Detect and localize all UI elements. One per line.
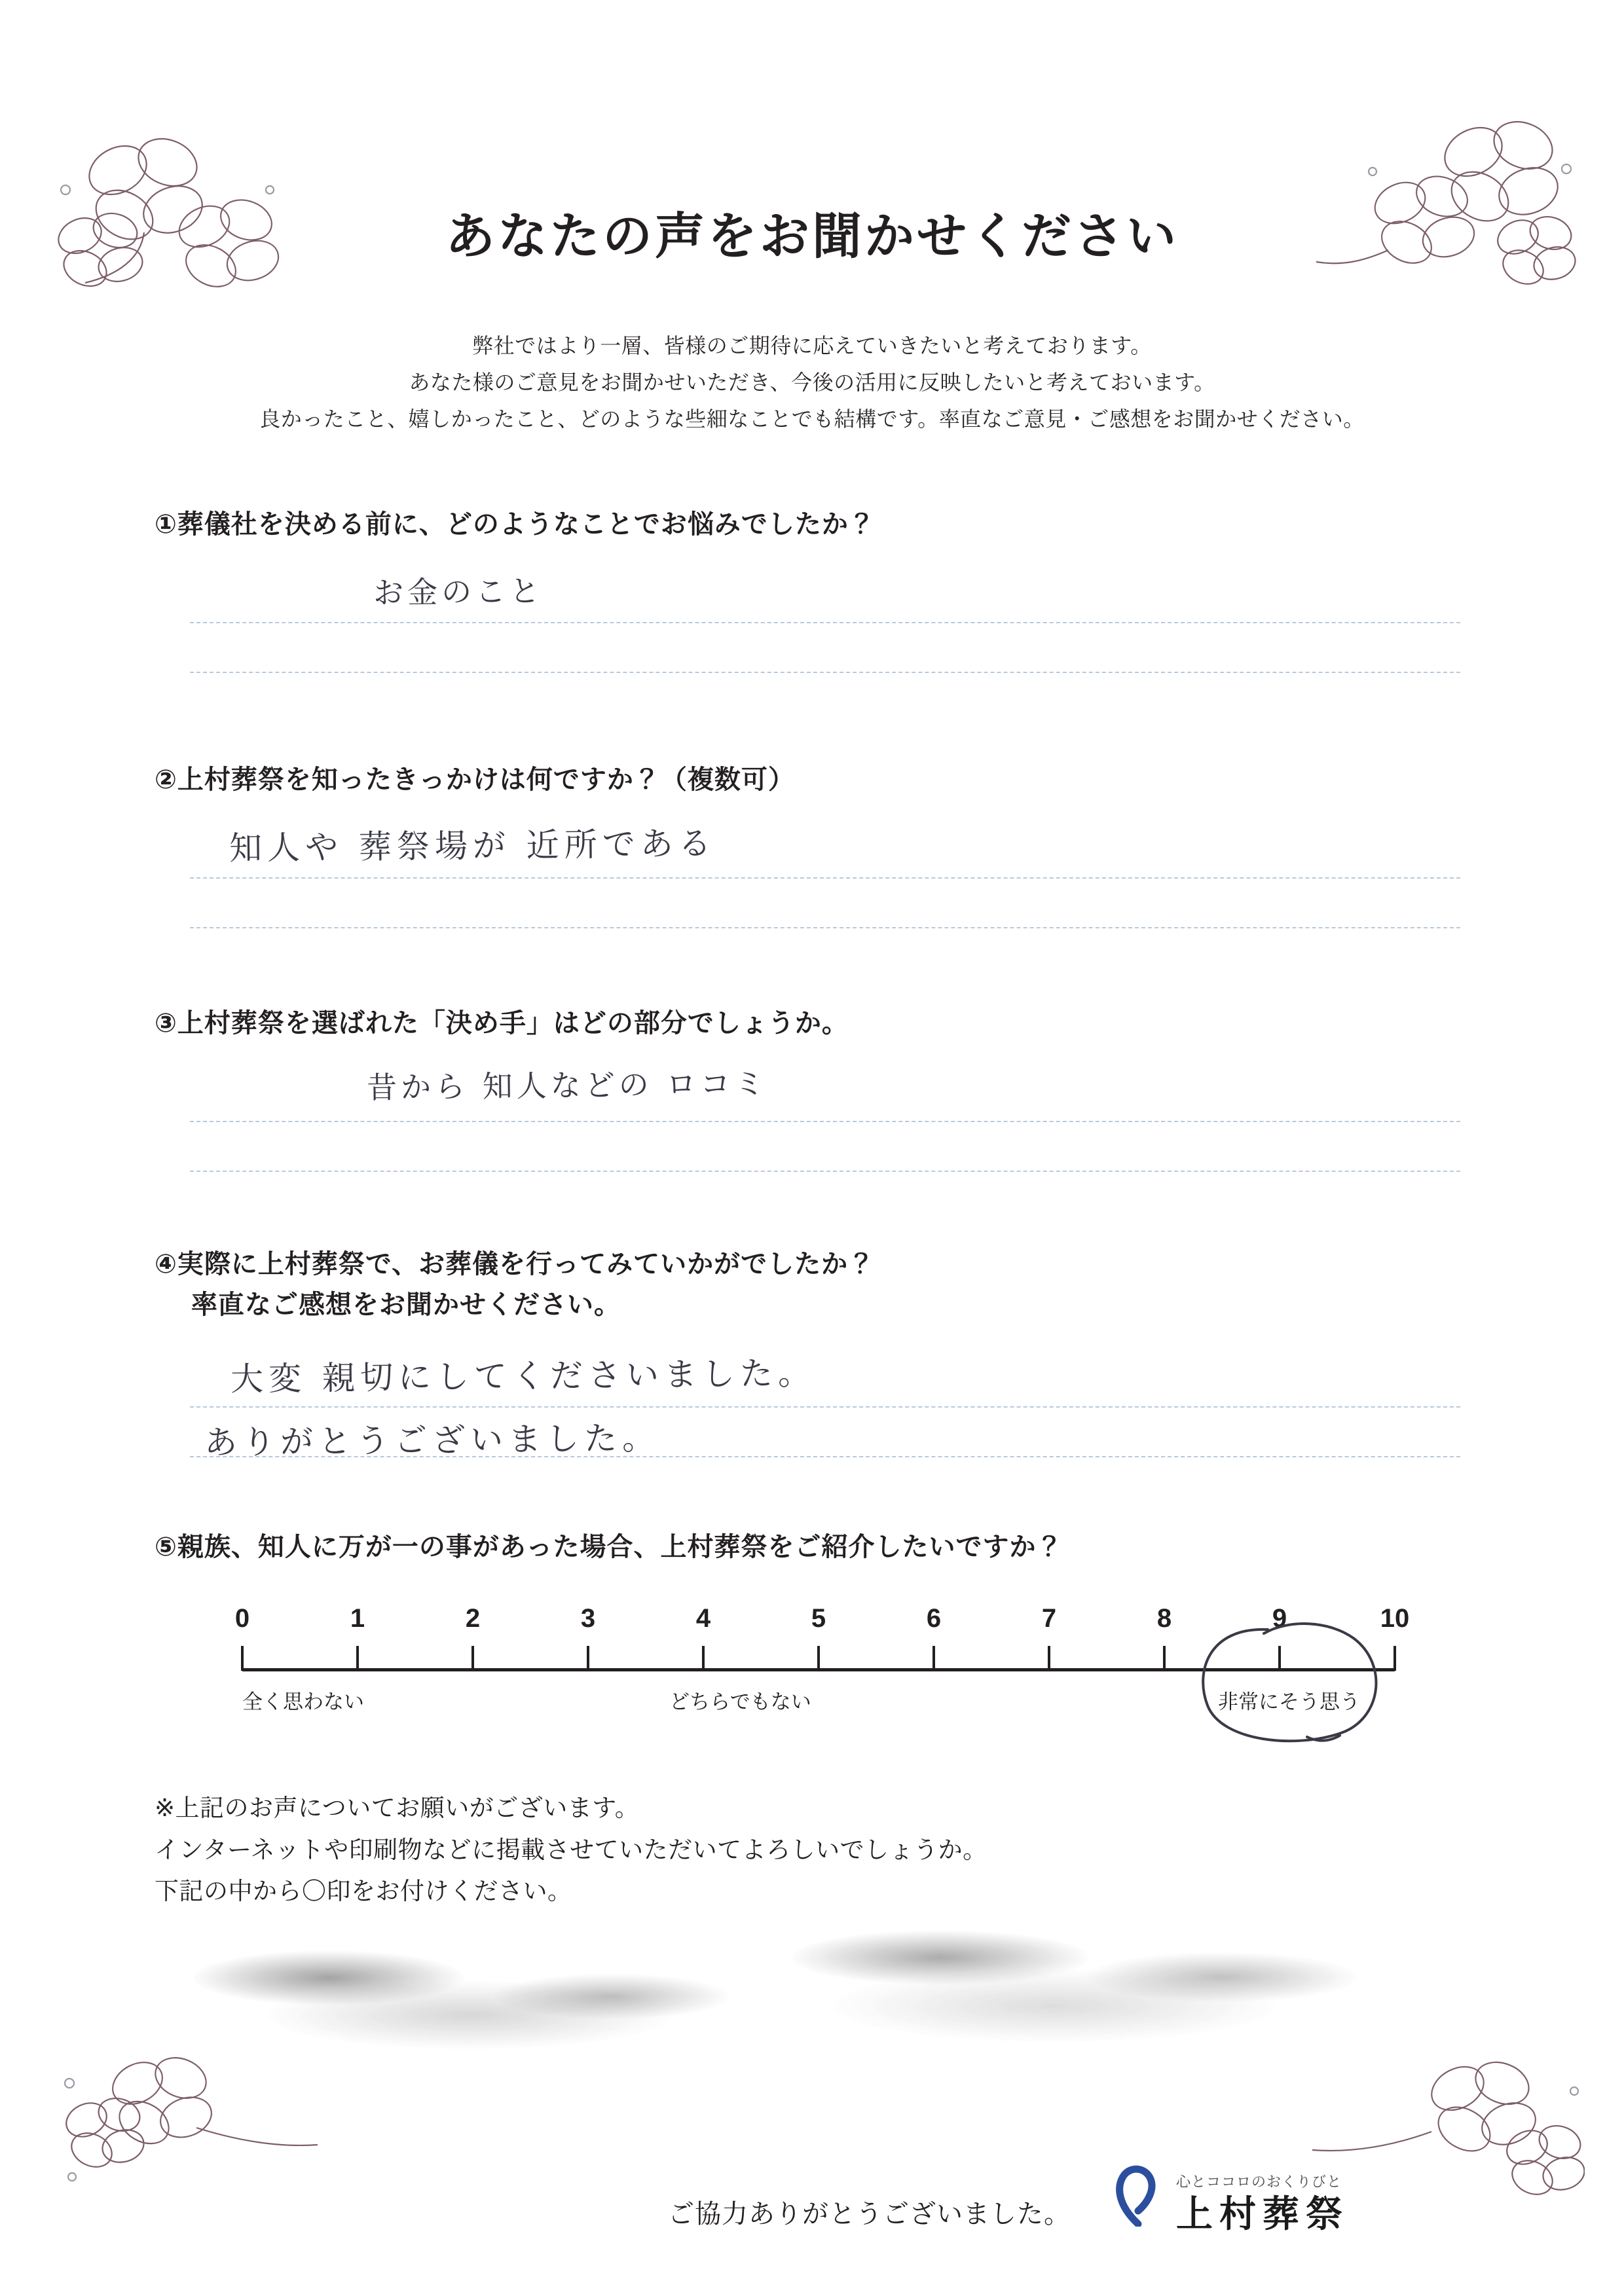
answer-rule — [190, 1406, 1460, 1408]
question-4-text-line2: 率直なご感想をお聞かせください。 — [191, 1290, 621, 1319]
notice-line-1: ※上記のお声についてお願いがございます。 — [155, 1795, 640, 1821]
question-3-text: 上村葬祭を選ばれた「決め手」はどの部分でしょうか。 — [177, 1009, 849, 1038]
question-4-answer-handwriting-line2: ありがとうございました。 — [204, 1419, 661, 1462]
answer-rule — [190, 672, 1460, 673]
scale-number-10[interactable]: 10 — [1380, 1604, 1410, 1633]
page-title: あなたの声をお聞かせください — [445, 209, 1179, 264]
question-5-number: ⑤ — [155, 1533, 177, 1561]
question-2-answer-lines[interactable] — [190, 877, 1460, 928]
answer-rule — [190, 622, 1460, 623]
brand-text — [1176, 2175, 1349, 2232]
scale-tick — [1393, 1646, 1396, 1671]
question-4-text: 実際に上村葬祭で、お葬儀を行ってみていかがでしたか？ — [177, 1250, 876, 1279]
scale-number-5[interactable]: 5 — [811, 1604, 826, 1633]
question-1-number: ① — [155, 510, 177, 539]
notice-line-2: インターネットや印刷物などに掲載させていただいてよろしいでしょうか。 — [155, 1836, 987, 1863]
answer-rule — [190, 927, 1460, 928]
intro-line-1: 弊社ではより一層、皆様のご期待に応えていきたいと考えております。 — [472, 334, 1152, 357]
question-4-label — [155, 1244, 1504, 1325]
question-3-answer-handwriting: 昔から 知人などの ロコミ — [366, 1065, 769, 1106]
intro-line-3: 良かったこと、嬉しかったこと、どのような些細なことでも結構です。率直なご意見・ご感想をお聞かせください。 — [259, 407, 1365, 431]
question-5-text: 親族、知人に万が一の事があった場合、上村葬祭をご紹介したいですか？ — [177, 1533, 1063, 1561]
question-1-answer-lines[interactable] — [190, 622, 1460, 673]
publication-notice — [155, 1787, 1504, 1912]
question-2-answer-handwriting: 知人や 葬祭場が 近所である — [229, 824, 717, 867]
scale-tick — [356, 1646, 359, 1671]
scale-number-7[interactable]: 7 — [1041, 1604, 1057, 1633]
answer-rule — [190, 1121, 1460, 1122]
intro-paragraph — [0, 327, 1624, 437]
question-5-label — [155, 1527, 1504, 1567]
scale-number-0[interactable]: 0 — [234, 1604, 250, 1633]
scale-tick — [1278, 1646, 1281, 1671]
question-3-label — [155, 1003, 1504, 1044]
question-1-label — [155, 504, 1504, 545]
answer-rule — [190, 877, 1460, 879]
flower-decoration-icon — [1310, 2049, 1585, 2232]
rating-scale-labels — [242, 1685, 1395, 1718]
redacted-consent-option-right — [674, 1912, 1434, 2043]
scale-number-8[interactable]: 8 — [1156, 1604, 1172, 1633]
scale-tick — [932, 1646, 935, 1671]
question-1-answer-handwriting: お金のこと — [373, 573, 544, 611]
rating-scale-numbers — [234, 1604, 1410, 1641]
intro-line-2: あなた様のご意見をお聞かせいただき、今後の活用に反映したいと考えておいます。 — [409, 371, 1215, 394]
scale-label-left: 全く思わない — [242, 1690, 364, 1713]
scale-label-right: 非常にそう思う — [1218, 1690, 1360, 1713]
question-4-number: ④ — [155, 1250, 177, 1279]
scale-number-6[interactable]: 6 — [926, 1604, 942, 1633]
question-2-text: 上村葬祭を知ったきっかけは何ですか？（複数可） — [177, 765, 795, 794]
scale-number-9[interactable]: 9 — [1272, 1604, 1287, 1633]
scale-number-3[interactable]: 3 — [580, 1604, 596, 1633]
brand-name: 上村葬祭 — [1176, 2193, 1349, 2234]
scale-tick — [1048, 1646, 1050, 1671]
brand-tagline: 心とココロのおくりびと — [1176, 2174, 1342, 2190]
question-2-label — [155, 759, 1504, 800]
scale-tick — [587, 1646, 589, 1671]
scale-number-4[interactable]: 4 — [695, 1604, 711, 1633]
scale-number-1[interactable]: 1 — [350, 1604, 365, 1633]
scale-tick — [471, 1646, 474, 1671]
flower-decoration-icon — [46, 2043, 321, 2226]
scale-label-center: どちらでもない — [669, 1690, 811, 1713]
question-3-answer-lines[interactable] — [190, 1121, 1460, 1172]
question-4-answer-handwriting-line1: 大変 親切にしてくださいました。 — [230, 1354, 817, 1398]
question-1-text: 葬儀社を決める前に、どのようなことでお悩みでしたか？ — [177, 510, 876, 539]
scale-tick — [817, 1646, 820, 1671]
rating-scale-axis — [242, 1646, 1395, 1676]
scale-number-2[interactable]: 2 — [465, 1604, 481, 1633]
scale-tick — [241, 1646, 244, 1671]
scale-tick — [1163, 1646, 1166, 1671]
rating-scale[interactable] — [234, 1604, 1410, 1718]
scale-tick — [702, 1646, 705, 1671]
question-3-number: ③ — [155, 1009, 177, 1038]
company-logo — [1113, 2164, 1349, 2232]
notice-line-3: 下記の中から〇印をお付けください。 — [155, 1878, 572, 1905]
heart-icon — [1113, 2164, 1164, 2230]
footer-thanks-text: ご協力ありがとうございました。 — [668, 2200, 1071, 2229]
question-2-number: ② — [155, 765, 177, 794]
answer-rule — [190, 1171, 1460, 1172]
